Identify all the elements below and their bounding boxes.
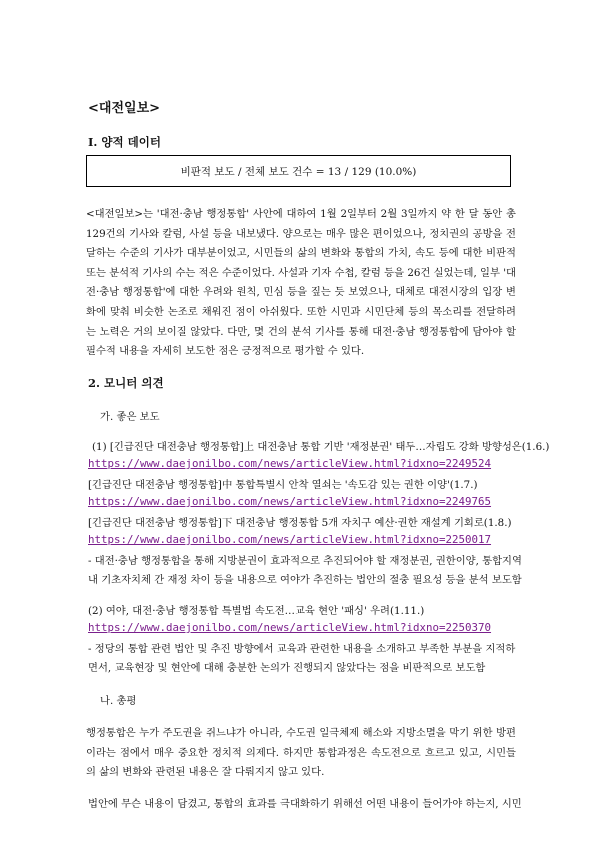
section-monitor-title: 2. 모니터 의견 (88, 376, 164, 390)
article-item-4-link[interactable]: https://www.daejonilbo.com/news/articleView.html?idxno=2250370 (88, 621, 492, 634)
article-item-1-title: (1) [긴급진단 대전충남 행정통합]上 대전충남 통합 기반 '재정분권' 태두…자립도 강화 방향성은(1.6.) (92, 441, 550, 453)
article-item-4-comment-line2: 면서, 교육현장 및 현안에 대해 충분한 논의가 진행되지 않았다는 점을 비판적으로 보도함 (88, 662, 486, 674)
article-item-3-link[interactable]: https://www.daejonilbo.com/news/articleView.html?idxno=2250017 (88, 533, 492, 546)
summary-box-text: 비판적 보도 / 전체 보도 건수 = 13 / 129 (10.0%) (180, 165, 417, 178)
subsection-good-reports: 가. 좋은 보도 (100, 411, 160, 423)
article-item-4-title: (2) 여야, 대전·충남 행정통합 특별법 속도전…교육 현안 '패싱' 우려(1.11.) (88, 605, 425, 617)
quantitative-paragraph: <대전일보>는 '대전·충남 행정통합' 사안에 대하여 1월 2일부터 2월 3일까지 약 한 달 동안 총 129건의 기사와 칼럼, 사설 등을 내보냈다. 양으로는 매우 많은 편이었으나, 정치권의 공방을 전달하는 수준의 기사가 대부분이었고, 시민들의 삶의 변화와 통합의 가치, 속도 등에 대한 비판적 또는 분석적 기사의 수는 적은 수준이었다. 사설과 기자 수첩, 칼럼 등을 26건 실었는데, 일부 '대전·충남 행정통합'에 대한 우려와 원칙, 민심 등을 짚는 듯 보였으나, 대체로 대전시장의 입장 변화에 맞춰 비슷한 논조로 채워진 점이 아쉬웠다. 또한 시민과 시민단체 등의 목소리를 전달하려는 노력은 거의 보이질 않았다. 다만, 몇 건의 분석 기사를 통해 대전·충남 행정통합에 담아야 할 필수적 내용을 자세히 보도한 점은 긍정적으로 평가할 수 있다. (86, 208, 516, 358)
article-item-3-title: [긴급진단 대전충남 행정통합]下 대전충남 행정통합 5개 자치구 예산·권한 재설계 기회로(1.8.) (88, 517, 512, 529)
overall-review-continued-line: 법안에 무슨 내용이 담겼고, 통합의 효과를 극대화하기 위해선 어떤 내용이 들어가야 하는지, 시민 (88, 798, 522, 810)
article-item-1-comment-line1: - 대전·충남 행정통합을 통해 지방분권이 효과적으로 추진되어야 할 재정분권, 권한이양, 통합지역 (88, 555, 522, 567)
article-item-4-comment-line1: - 정당의 통합 관련 법안 및 추진 방향에서 교육과 관련한 내용을 소개하고 부족한 부분을 지적하 (88, 643, 516, 655)
subsection-overall-review: 나. 총평 (100, 695, 137, 707)
overall-review-paragraph: 행정통합은 누가 주도권을 쥐느냐가 아니라, 수도권 일극체제 해소와 지방소멸을 막기 위한 방편이라는 점에서 매우 중요한 정치적 의제다. 하지만 통합과정은 속도전으로 흐르고 있고, 시민들의 삶의 변화와 관련된 내용은 잘 다뤄지지 않고 있다. (86, 727, 516, 779)
section-quantitative-title: I. 양적 데이터 (88, 135, 161, 149)
article-item-1-link[interactable]: https://www.daejonilbo.com/news/articleView.html?idxno=2249524 (88, 457, 492, 470)
summary-box (86, 155, 511, 187)
article-item-2-title: [긴급진단 대전충남 행정통합]中 통합특별시 안착 열쇠는 '속도감 있는 권한 이양'(1.7.) (88, 479, 478, 491)
newspaper-title: <대전일보> (88, 101, 161, 116)
article-item-2-link[interactable]: https://www.daejonilbo.com/news/articleView.html?idxno=2249765 (88, 495, 492, 508)
article-item-1-comment-line2: 내 기초자치체 간 재정 차이 등을 내용으로 여야가 추진하는 법안의 절충 필요성 등을 분석 보도함 (88, 574, 522, 586)
